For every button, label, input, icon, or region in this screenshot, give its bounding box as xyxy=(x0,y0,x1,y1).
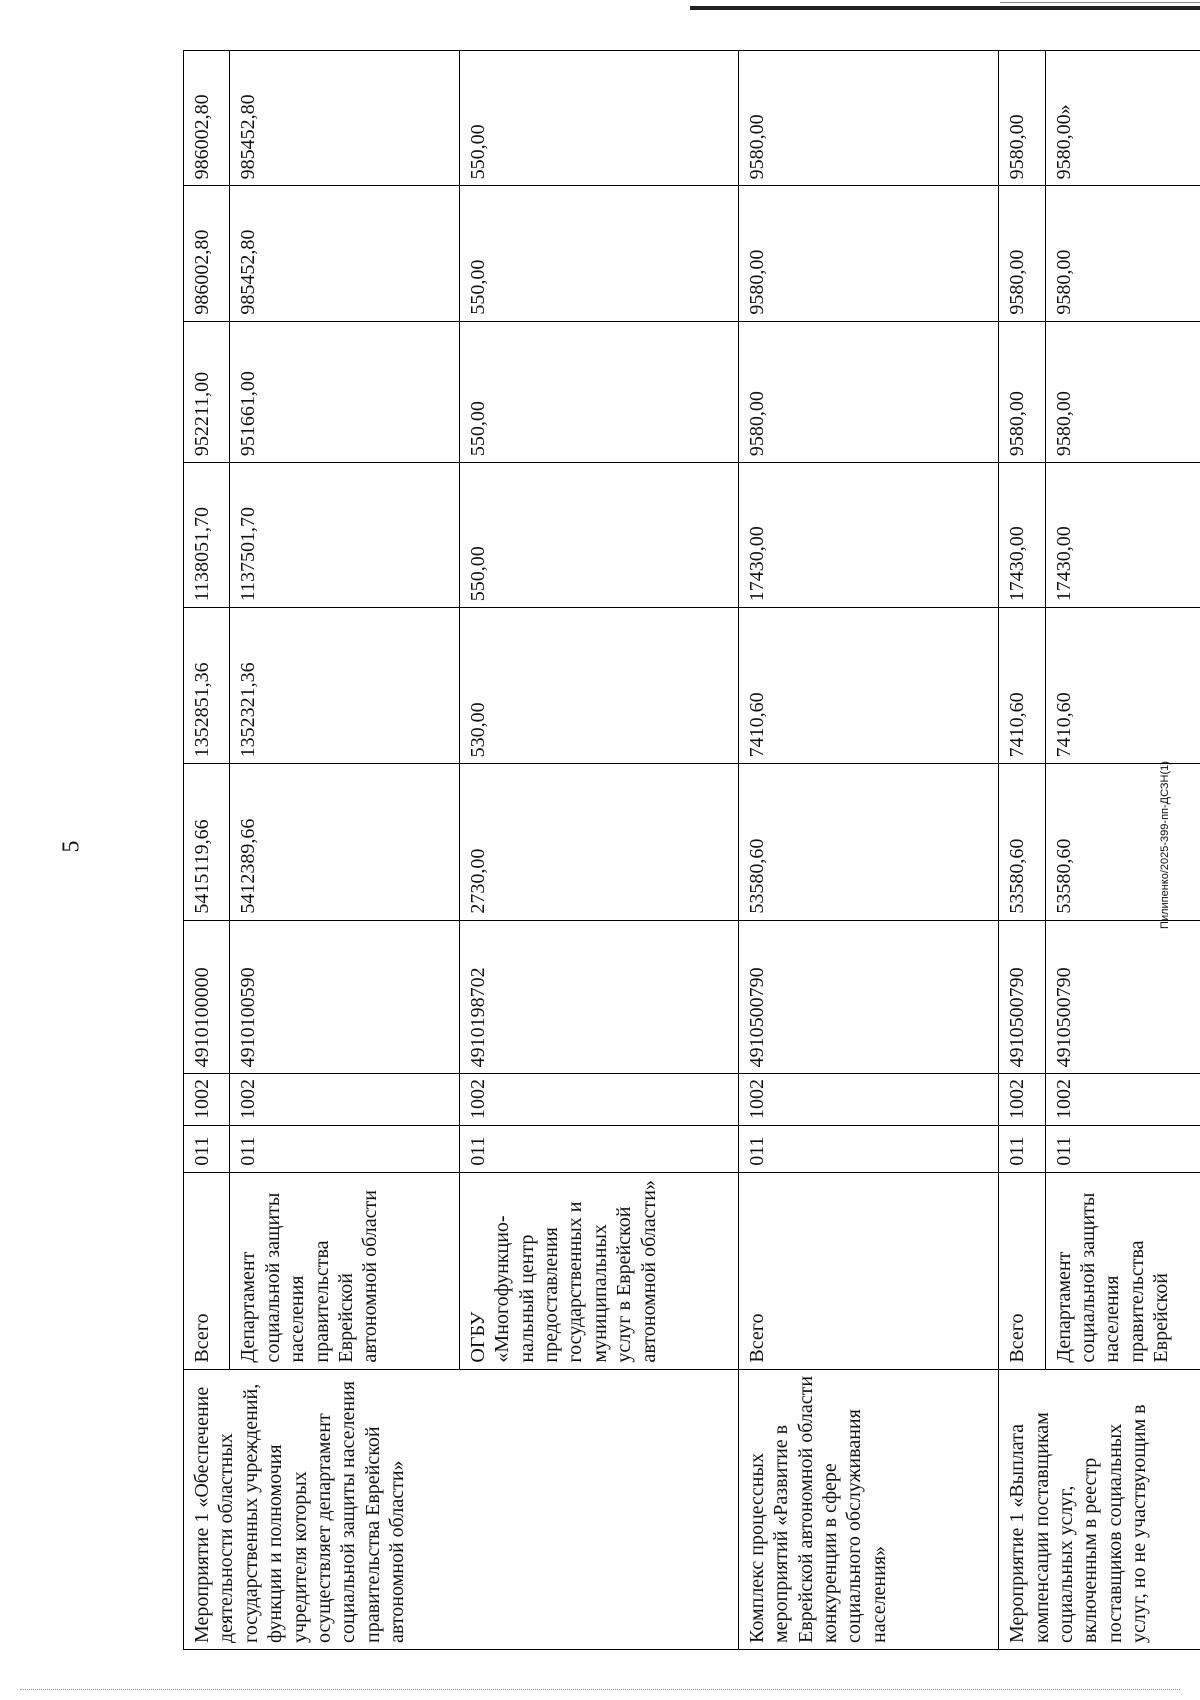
executor: ОГБУ «Многофункцио-нальный центр предоставления государственных и муниципальных услуг в Еврейской автономной области» xyxy=(459,1172,738,1369)
csr-code: 4910100590 xyxy=(230,920,459,1074)
csr-code: 4910100000 xyxy=(184,920,230,1074)
amount-total: 53580,60 xyxy=(1045,764,1200,920)
amount-year: 550,00 xyxy=(459,51,738,186)
scan-edge-line xyxy=(690,6,1200,10)
amount-year: 7410,60 xyxy=(738,608,998,764)
amount-year: 9580,00 xyxy=(738,321,998,462)
amount-year: 9580,00 xyxy=(1045,186,1200,321)
grbs-code: 011 xyxy=(999,1126,1045,1173)
amount-year: 1137501,70 xyxy=(230,463,459,608)
grbs-code: 011 xyxy=(184,1126,230,1173)
page-number: 5 xyxy=(58,840,85,853)
amount-year: 985452,80 xyxy=(230,186,459,321)
rotated-table-wrapper xyxy=(183,50,1200,1650)
event-name: Комплекс процессных мероприятий «Развитие в Еврейской автономной области конкуренции в сфере социального обслуживания населения» xyxy=(738,1369,998,1649)
amount-year: 7410,60 xyxy=(1045,608,1200,764)
amount-year: 986002,80 xyxy=(184,186,230,321)
executor: Всего xyxy=(999,1172,1045,1369)
amount-year: 9580,00 xyxy=(738,51,998,186)
csr-code: 4910500790 xyxy=(738,920,998,1074)
table-row xyxy=(184,51,230,1650)
amount-year: 951661,00 xyxy=(230,321,459,462)
amount-total: 5415119,66 xyxy=(184,764,230,920)
csr-code: 4910500790 xyxy=(999,920,1045,1074)
amount-year: 550,00 xyxy=(459,463,738,608)
amount-total: 53580,60 xyxy=(999,764,1045,920)
amount-year: 1352851,36 xyxy=(184,608,230,764)
amount-year: 550,00 xyxy=(459,321,738,462)
amount-year: 985452,80 xyxy=(230,51,459,186)
amount-year: 1138051,70 xyxy=(184,463,230,608)
amount-total: 5412389,66 xyxy=(230,764,459,920)
table-row xyxy=(738,51,998,1650)
amount-year: 1352321,36 xyxy=(230,608,459,764)
amount-year: 9580,00 xyxy=(738,186,998,321)
amount-total: 53580,60 xyxy=(738,764,998,920)
grbs-code: 011 xyxy=(459,1126,738,1173)
rz-code: 1002 xyxy=(738,1074,998,1126)
grbs-code: 011 xyxy=(230,1126,459,1173)
amount-year: 550,00 xyxy=(459,186,738,321)
rz-code: 1002 xyxy=(230,1074,459,1126)
executor: Департамент социальной защиты населения правительства Еврейской автономной области xyxy=(230,1172,459,1369)
amount-year: 9580,00 xyxy=(999,321,1045,462)
scan-edge-dots xyxy=(20,1689,1180,1690)
amount-year: 17430,00 xyxy=(999,463,1045,608)
rz-code: 1002 xyxy=(1045,1074,1200,1126)
table-row xyxy=(999,51,1045,1650)
rz-code: 1002 xyxy=(184,1074,230,1126)
document-footer-code: Пилипенко/2025-399-пп-ДСЗН(1) xyxy=(1159,761,1171,929)
event-name: Мероприятие 1 «Выплата компенсации поставщикам социальных услуг, включенным в реестр поставщиков социальных услуг, но не участвующим в xyxy=(999,1369,1200,1649)
amount-total: 2730,00 xyxy=(459,764,738,920)
event-name: Мероприятие 1 «Обеспечение деятельности областных государственных учреждений, функции и полномочия учредителя которых осуществляет департамент социальной защиты населения правительства Еврейской автономной области» xyxy=(184,1369,739,1649)
amount-year: 9580,00 xyxy=(1045,321,1200,462)
amount-year: 986002,80 xyxy=(184,51,230,186)
grbs-code: 011 xyxy=(1045,1126,1200,1173)
amount-year: 952211,00 xyxy=(184,321,230,462)
amount-year: 9580,00» xyxy=(1045,51,1200,186)
budget-table xyxy=(183,50,1200,1650)
rz-code: 1002 xyxy=(459,1074,738,1126)
executor: Всего xyxy=(184,1172,230,1369)
amount-year: 530,00 xyxy=(459,608,738,764)
amount-year: 7410,60 xyxy=(999,608,1045,764)
grbs-code: 011 xyxy=(738,1126,998,1173)
csr-code: 4910500790 xyxy=(1045,920,1200,1074)
amount-year: 9580,00 xyxy=(999,51,1045,186)
amount-year: 17430,00 xyxy=(1045,463,1200,608)
rz-code: 1002 xyxy=(999,1074,1045,1126)
csr-code: 4910198702 xyxy=(459,920,738,1074)
amount-year: 17430,00 xyxy=(738,463,998,608)
amount-year: 9580,00 xyxy=(999,186,1045,321)
executor: Департамент социальной защиты населения правительства Еврейской xyxy=(1045,1172,1200,1369)
scan-edge-line-thin xyxy=(1000,2,1200,3)
executor: Всего xyxy=(738,1172,998,1369)
